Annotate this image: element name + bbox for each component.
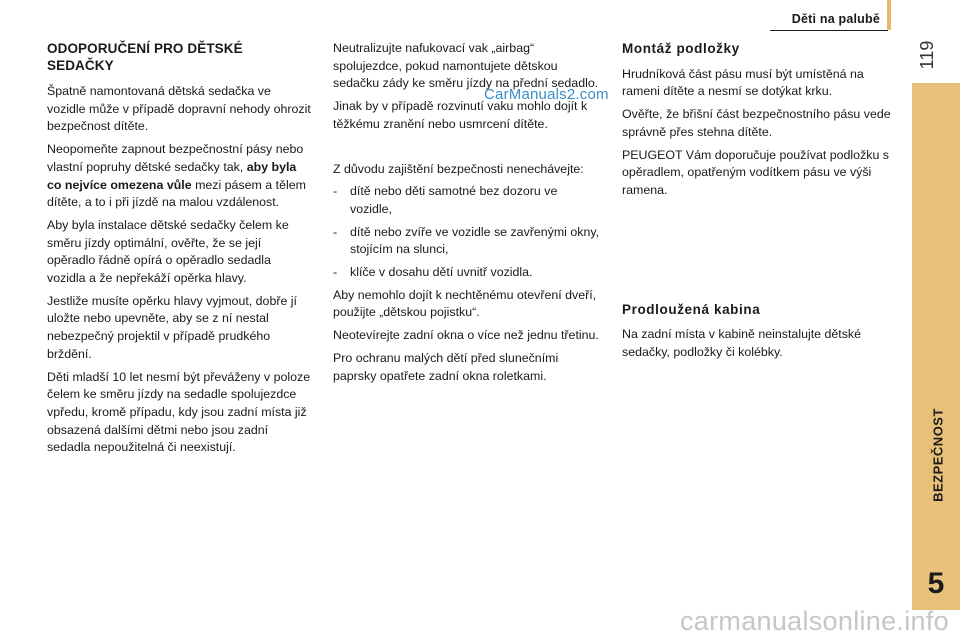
paragraph: Jestliže musíte opěrku hlavy vyjmout, dobře jí uložte nebo upevněte, aby se z ní nestal nebezpečný projektil v případě prudkého brždění. bbox=[47, 293, 297, 361]
paragraph: Pro ochranu malých dětí před slunečními paprsky opatřete zadní okna roletkami. bbox=[333, 350, 559, 383]
watermark-logo: CarManuals2.com bbox=[484, 86, 609, 103]
list-item bbox=[333, 183, 601, 218]
list-bullet: - bbox=[333, 184, 338, 199]
list-item bbox=[333, 264, 601, 282]
paragraph: Aby nemohlo dojít k nechtěnému otevření dveří, použijte „dětskou pojistku“. bbox=[333, 287, 597, 320]
chapter-number: 5 bbox=[912, 558, 960, 610]
emphasis-text: aby byla co nejvíce omezena vůle bbox=[47, 159, 297, 192]
column-1 bbox=[47, 40, 312, 462]
paragraph: PEUGEOT Vám doporučuje používat podložku s opěradlem, opatřeným vodítkem pásu ve výši ramena. bbox=[622, 147, 889, 197]
paragraph-text: Neopomeňte zapnout bezpečnostní pásy nebo vlastní popruhy dětské sedačky tak, bbox=[47, 142, 304, 174]
paragraph: Špatně namontovaná dětská sedačka ve vozidle může v případě dopravní nehody ohrozit bezpečnost dítěte. bbox=[47, 84, 311, 134]
list-item-text: klíče v dosahu dětí uvnitř vozidla. bbox=[350, 265, 533, 280]
paragraph: Děti mladší 10 let nesmí být převáženy v poloze čelem ke směru jízdy na sedadle spolujezdce vpředu, kromě případu, kdy jsou zadní místa již obsazená dalšími dětmi nebo jsou zadní sedadla nepoužitelná či neexistují. bbox=[47, 369, 311, 455]
paragraph: Neutralizujte nafukovací vak „airbag“ spolujezdce, pokud namontujete dětskou sedačku zády ke směru jízdy na přední sedadlo. bbox=[333, 41, 599, 91]
list-item-text: dítě nebo zvíře ve vozidle se zavřenými okny, stojícím na slunci, bbox=[350, 224, 600, 257]
watermark-footer: carmanualsonline.info bbox=[680, 606, 949, 636]
header-title: Děti na palubě bbox=[791, 12, 880, 26]
list-bullet: - bbox=[333, 265, 338, 280]
page-number: 119 bbox=[916, 40, 937, 70]
section-label: BEZPEČNOST bbox=[930, 408, 945, 502]
paragraph-text: mezi pásem a tělem dítěte, a to i při jízdě na malou vzdálenost. bbox=[47, 177, 306, 210]
paragraph bbox=[47, 141, 312, 212]
subsection-heading: Montáž podložky bbox=[622, 41, 740, 56]
paragraph: Hrudníková část pásu musí být umístěná na rameni dítěte a nesmí se dotýkat krku. bbox=[622, 66, 864, 99]
list-bullet: - bbox=[333, 224, 338, 239]
paragraph: Aby byla instalace dětské sedačky čelem ke směru jízdy optimální, ověřte, že se její opěradlo řádně opírá o opěradlo sedadla vozidla a že nepřekáží opěrka hlavy. bbox=[47, 217, 289, 286]
list-item-text: dítě nebo děti samotné bez dozoru ve vozidle, bbox=[350, 184, 558, 216]
paragraph: Z důvodu zajištění bezpečnosti nenechávejte: bbox=[333, 161, 584, 176]
paragraph: Jinak by v případě rozvinutí vaku mohlo dojít k těžkému zranění nebo usmrcení dítěte. bbox=[333, 99, 588, 131]
paragraph: Ověřte, že břišní část bezpečnostního pásu vede správně přes stehna dítěte. bbox=[622, 107, 891, 139]
header-accent bbox=[887, 0, 891, 30]
subsection-heading: Prodloužená kabina bbox=[622, 301, 761, 317]
header-rule bbox=[770, 30, 888, 31]
list-item bbox=[333, 224, 601, 259]
paragraph: Na zadní místa v kabině neinstalujte dětské sedačky, podložky či kolébky. bbox=[622, 327, 861, 360]
paragraph: Neotevírejte zadní okna o více než jednu třetinu. bbox=[333, 328, 599, 343]
column-3 bbox=[622, 40, 892, 367]
section-heading: ODOPORUČENÍ PRO DĚTSKÉ SEDAČKY bbox=[47, 41, 243, 73]
